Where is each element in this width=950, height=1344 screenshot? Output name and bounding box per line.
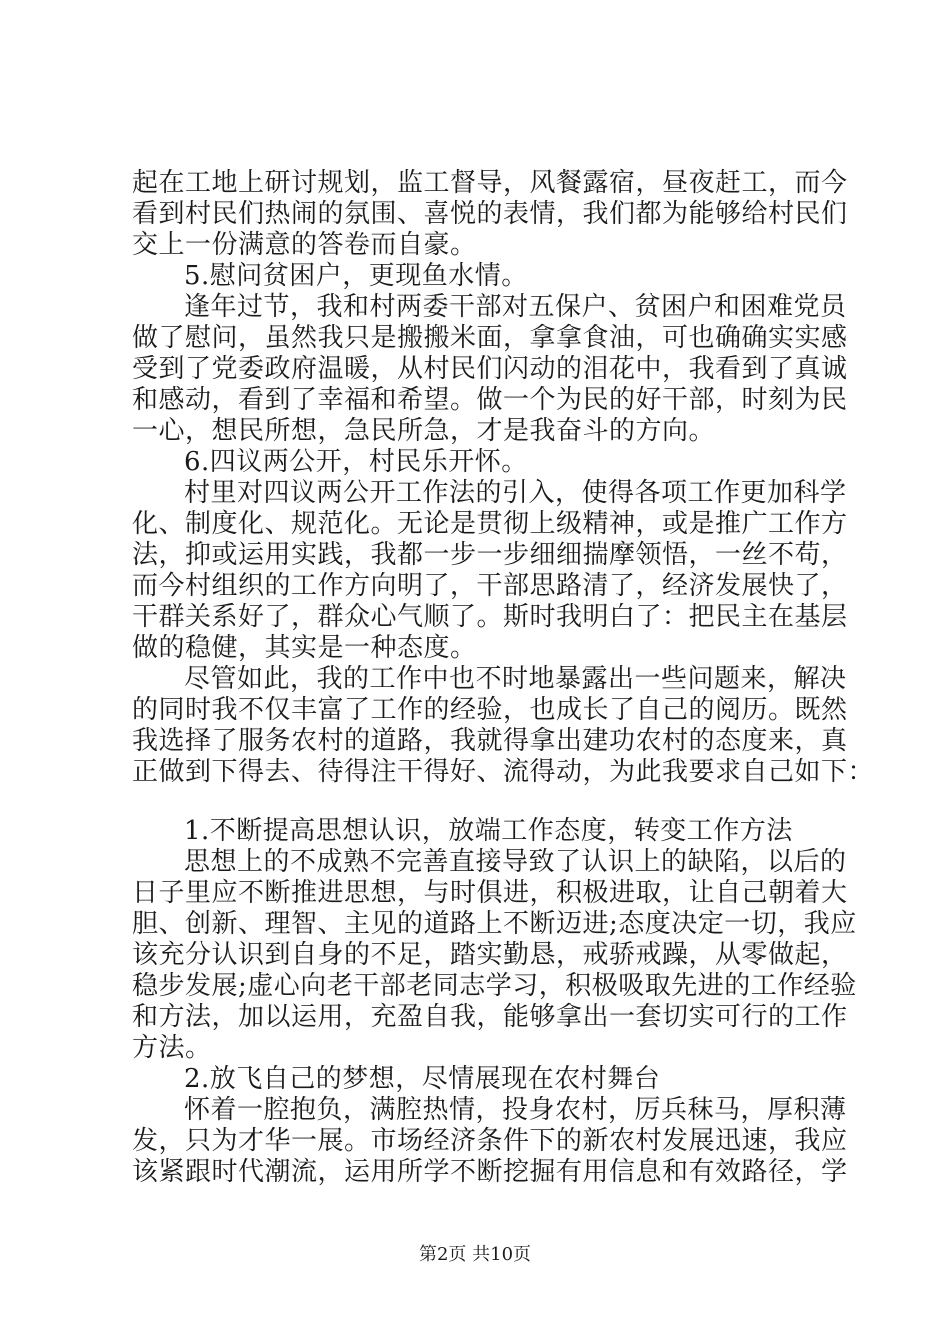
text-line: 稳步发展;虚心向老干部老同志学习，积极吸取先进的工作经验 (132, 971, 857, 1001)
text-line: 6.四议两公开，村民乐开怀。 (184, 447, 528, 477)
text-line: 和方法，加以运用，充盈自我，能够拿出一套切实可行的工作 (132, 1002, 848, 1032)
text-line: 该紧跟时代潮流，运用所学不断挖掘有用信息和有效路径，学 (132, 1157, 848, 1187)
text-line: 和感动，看到了幸福和希望。做一个为民的好干部，时刻为民 (132, 385, 848, 415)
text-line: 发，只为才华一展。市场经济条件下的新农村发展迅速，我应 (132, 1126, 848, 1156)
text-line: 做了慰问，虽然我只是搬搬米面，拿拿食油，可也确确实实感 (132, 323, 848, 353)
text-line: 化、制度化、规范化。无论是贯彻上级精神，或是推广工作方 (132, 509, 848, 539)
text-line: 而今村组织的工作方向明了，干部思路清了，经济发展快了， (132, 571, 848, 601)
text-line: 方法。 (132, 1033, 212, 1063)
text-line: 的同时我不仅丰富了工作的经验，也成长了自己的阅历。既然 (132, 695, 848, 725)
text-line: 思想上的不成熟不完善直接导致了认识上的缺陷，以后的 (184, 847, 847, 877)
text-line: 逢年过节，我和村两委干部对五保户、贫困户和困难党员 (184, 292, 847, 322)
page-footer: 第2页 共10页 (418, 1244, 532, 1265)
text-line: 受到了党委政府温暖，从村民们闪动的泪花中，我看到了真诚 (132, 354, 848, 384)
text-line: 2.放飞自己的梦想，尽情展现在农村舞台 (184, 1064, 661, 1094)
text-line: 1.不断提高思想认识，放端工作态度，转变工作方法 (184, 816, 793, 846)
text-line: 法，抑或运用实践，我都一步一步细细揣摩领悟，一丝不苟， (132, 540, 848, 570)
text-line: 正做到下得去、待得注干得好、流得动，为此我要求自己如下： (132, 757, 875, 787)
document-body (132, 168, 875, 1188)
text-line: 一心，想民所想，急民所急，才是我奋斗的方向。 (132, 416, 716, 446)
text-line: 尽管如此，我的工作中也不时地暴露出一些问题来，解决 (184, 664, 847, 694)
text-line: 我选择了服务农村的道路，我就得拿出建功农村的态度来，真 (132, 726, 848, 756)
text-line: 干群关系好了，群众心气顺了。斯时我明白了：把民主在基层 (132, 602, 848, 632)
text-line: 交上一份满意的答卷而自豪。 (132, 230, 477, 260)
text-line: 该充分认识到自身的不足，踏实勤恳，戒骄戒躁，从零做起， (132, 940, 848, 970)
text-line: 村里对四议两公开工作法的引入，使得各项工作更加科学 (184, 478, 847, 508)
text-line: 看到村民们热闹的氛围、喜悦的表情，我们都为能够给村民们 (132, 199, 848, 229)
text-line: 怀着一腔抱负，满腔热情，投身农村，厉兵秣马，厚积薄 (184, 1095, 847, 1125)
text-line: 做的稳健，其实是一种态度。 (132, 633, 477, 663)
text-line: 日子里应不断推进思想，与时俱进，积极进取，让自己朝着大 (132, 878, 848, 908)
text-line: 胆、创新、理智、主见的道路上不断迈进;态度决定一切，我应 (132, 909, 857, 939)
text-line: 5.慰问贫困户，更现鱼水情。 (184, 261, 528, 291)
text-line: 起在工地上研讨规划，监工督导，风餐露宿，昼夜赶工，而今 (132, 168, 848, 198)
paragraph-gap (132, 788, 852, 816)
